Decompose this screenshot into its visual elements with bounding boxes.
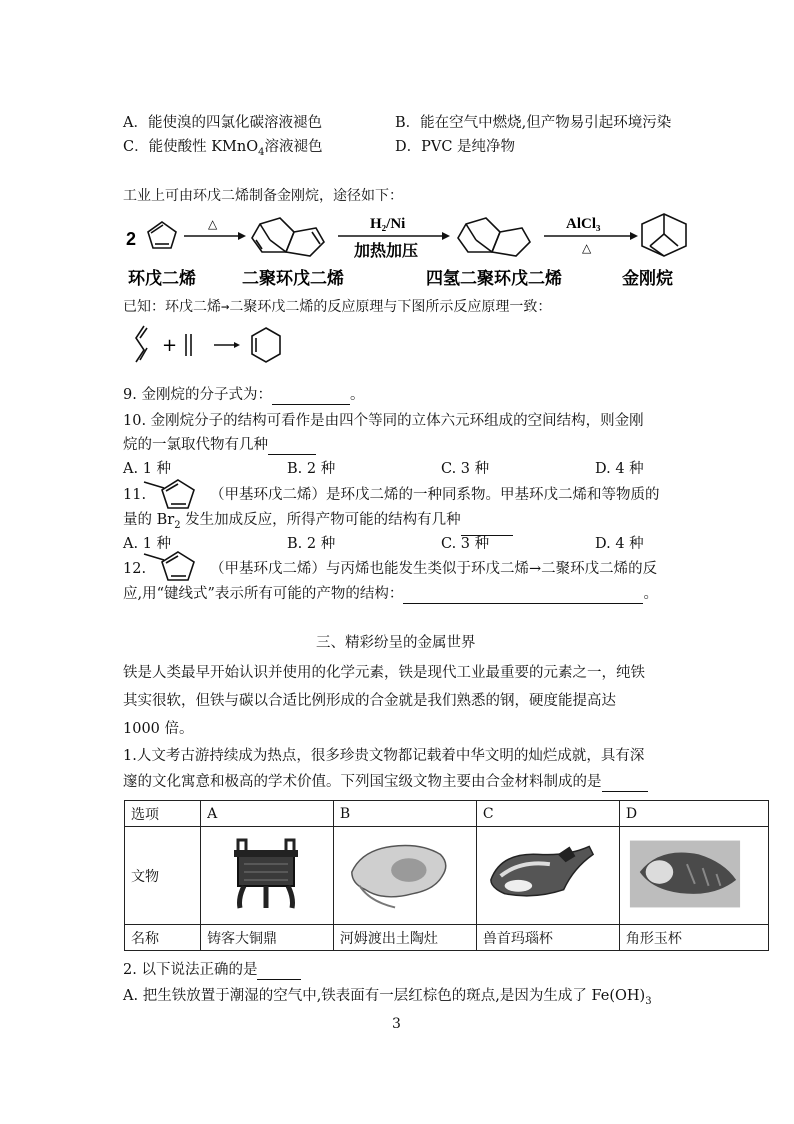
question-11-line1: （甲基环戊二烯）是环戊二烯的一种同系物。甲基环戊二烯和等物质的 bbox=[210, 487, 660, 503]
q10-option-a: A. 1 种 bbox=[123, 461, 172, 477]
table-name-row bbox=[125, 925, 769, 951]
methylcyclopentadiene-structure-12 bbox=[142, 550, 208, 584]
question-12-number: 12. bbox=[123, 561, 147, 577]
label-cyclopentadiene: 环戊二烯 bbox=[128, 269, 196, 288]
arrow-3-reagent: AlCl₃ bbox=[566, 216, 601, 232]
question-2: 2. 以下说法正确的是 bbox=[123, 960, 301, 980]
name-c: 兽首玛瑙杯 bbox=[476, 925, 619, 951]
arrow-2-condition: 加热加压 bbox=[354, 241, 419, 260]
row-label-relic: 文物 bbox=[125, 827, 201, 925]
question-12-line2: 应,用“键线式”表示所有可能的产物的结构： 。 bbox=[123, 586, 658, 602]
answer-blank-12[interactable] bbox=[403, 589, 643, 604]
table-header-row bbox=[125, 801, 769, 827]
cell-image-b bbox=[333, 827, 476, 925]
adamantane-structure bbox=[642, 214, 686, 256]
section-3-title: 三、精彩纷呈的金属世界 bbox=[316, 635, 476, 651]
bronze-ding-image bbox=[207, 834, 325, 914]
question-10-line2: 烷的一氯取代物有几种 bbox=[123, 435, 316, 455]
header-a: A bbox=[201, 801, 334, 827]
q11-option-b: B. 2 种 bbox=[287, 536, 336, 552]
question-1-line1: 1.人文考古游持续成为热点，很多珍贵文物都记载着中华文明的灿烂成就，具有深 bbox=[123, 748, 645, 764]
page-number: 3 bbox=[392, 1016, 401, 1032]
row-label-name: 名称 bbox=[125, 925, 201, 951]
coefficient: 2 bbox=[126, 229, 137, 249]
header-option: 选项 bbox=[125, 801, 201, 827]
header-b: B bbox=[333, 801, 476, 827]
answer-blank-1[interactable] bbox=[602, 777, 648, 792]
arrow-2-reagent: H₂/Ni bbox=[370, 216, 406, 232]
known-text: 已知：环戊二烯→二聚环戊二烯的反应原理与下图所示反应原理一致： bbox=[123, 299, 552, 315]
option-a-prev: A．能使溴的四氯化碳溶液褪色 bbox=[123, 115, 322, 131]
table-image-row bbox=[125, 827, 769, 925]
option-b-prev: B．能在空气中燃烧,但产物易引起环境污染 bbox=[395, 115, 672, 131]
synthesis-scheme bbox=[120, 200, 700, 292]
label-tetrahydrodicyclopentadiene: 四氢二聚环戊二烯 bbox=[426, 269, 562, 289]
answer-blank-9[interactable] bbox=[272, 390, 350, 405]
q10-option-c: C. 3 种 bbox=[441, 461, 490, 477]
cell-image-a bbox=[201, 827, 334, 925]
q11-option-d: D. 4 种 bbox=[595, 536, 644, 552]
intro-text: 工业上可由环戊二烯制备金刚烷，途径如下： bbox=[123, 188, 403, 204]
section-3-para-line2: 其实很软，但铁与碳以合适比例形成的合金就是我们熟悉的钢，硬度能提高达 bbox=[123, 693, 616, 709]
arrow-1-condition: △ bbox=[208, 217, 218, 231]
question-11-line2: 量的 $Br_2$ 发生加成反应，所得产物可能的结构有几种 bbox=[123, 510, 513, 536]
relic-table bbox=[124, 800, 769, 951]
question-1-line2: 邃的文化寓意和极高的学术价值。下列国宝级文物主要由合金材料制成的是 bbox=[123, 772, 648, 792]
label-adamantane: 金刚烷 bbox=[622, 269, 673, 289]
name-b: 河姆渡出土陶灶 bbox=[333, 925, 476, 951]
section-3-para-line3: 1000 倍。 bbox=[123, 721, 194, 737]
section-3-para-line1: 铁是人类最早开始认识并使用的化学元素，铁是现代工业最重要的元素之一，纯铁 bbox=[123, 665, 645, 681]
agate-cup-image bbox=[483, 834, 601, 914]
q10-option-d: D. 4 种 bbox=[595, 461, 644, 477]
q10-option-b: B. 2 种 bbox=[287, 461, 336, 477]
question-9: 9. 金刚烷的分子式为： 。 bbox=[123, 387, 365, 403]
plus-sign: + bbox=[162, 335, 178, 356]
answer-blank-10[interactable] bbox=[268, 440, 316, 455]
question-10-line1: 10. 金刚烷分子的结构可看作是由四个等同的立体六元环组成的空间结构，则金刚 bbox=[123, 413, 644, 429]
question-12-line1: （甲基环戊二烯）与丙烯也能发生类似于环戊二烯→二聚环戊二烯的反 bbox=[210, 561, 658, 577]
label-dicyclopentadiene: 二聚环戊二烯 bbox=[242, 269, 344, 289]
methylcyclopentadiene-structure-11 bbox=[142, 478, 208, 512]
cell-image-c bbox=[476, 827, 619, 925]
q11-option-c: C. 3 种 bbox=[441, 536, 490, 552]
arrow-3-condition: △ bbox=[582, 241, 592, 255]
pottery-stove-image bbox=[340, 834, 458, 914]
name-a: 铸客大铜鼎 bbox=[201, 925, 334, 951]
dicyclopentadiene-structure bbox=[252, 218, 324, 256]
option-d-prev: D．PVC 是纯净物 bbox=[395, 139, 516, 155]
question-11-number: 11. bbox=[123, 487, 147, 503]
option-c-prev: C．能使酸性 KMnO$_4$溶液褪色 bbox=[123, 139, 323, 158]
diels-alder-scheme bbox=[130, 322, 290, 368]
cell-image-d bbox=[619, 827, 768, 925]
question-2-option-a: A. 把生铁放置于潮湿的空气中,铁表面有一层红棕色的斑点,是因为生成了 $Fe(OH)_3$ bbox=[123, 988, 652, 1007]
name-d: 角形玉杯 bbox=[619, 925, 768, 951]
header-d: D bbox=[619, 801, 768, 827]
cyclopentadiene-structure bbox=[148, 222, 176, 248]
jade-cup-image bbox=[626, 834, 744, 914]
answer-blank-2[interactable] bbox=[257, 965, 301, 980]
tetrahydrodicyclopentadiene-structure bbox=[458, 218, 530, 256]
q11-option-a: A. 1 种 bbox=[123, 536, 172, 552]
header-c: C bbox=[476, 801, 619, 827]
